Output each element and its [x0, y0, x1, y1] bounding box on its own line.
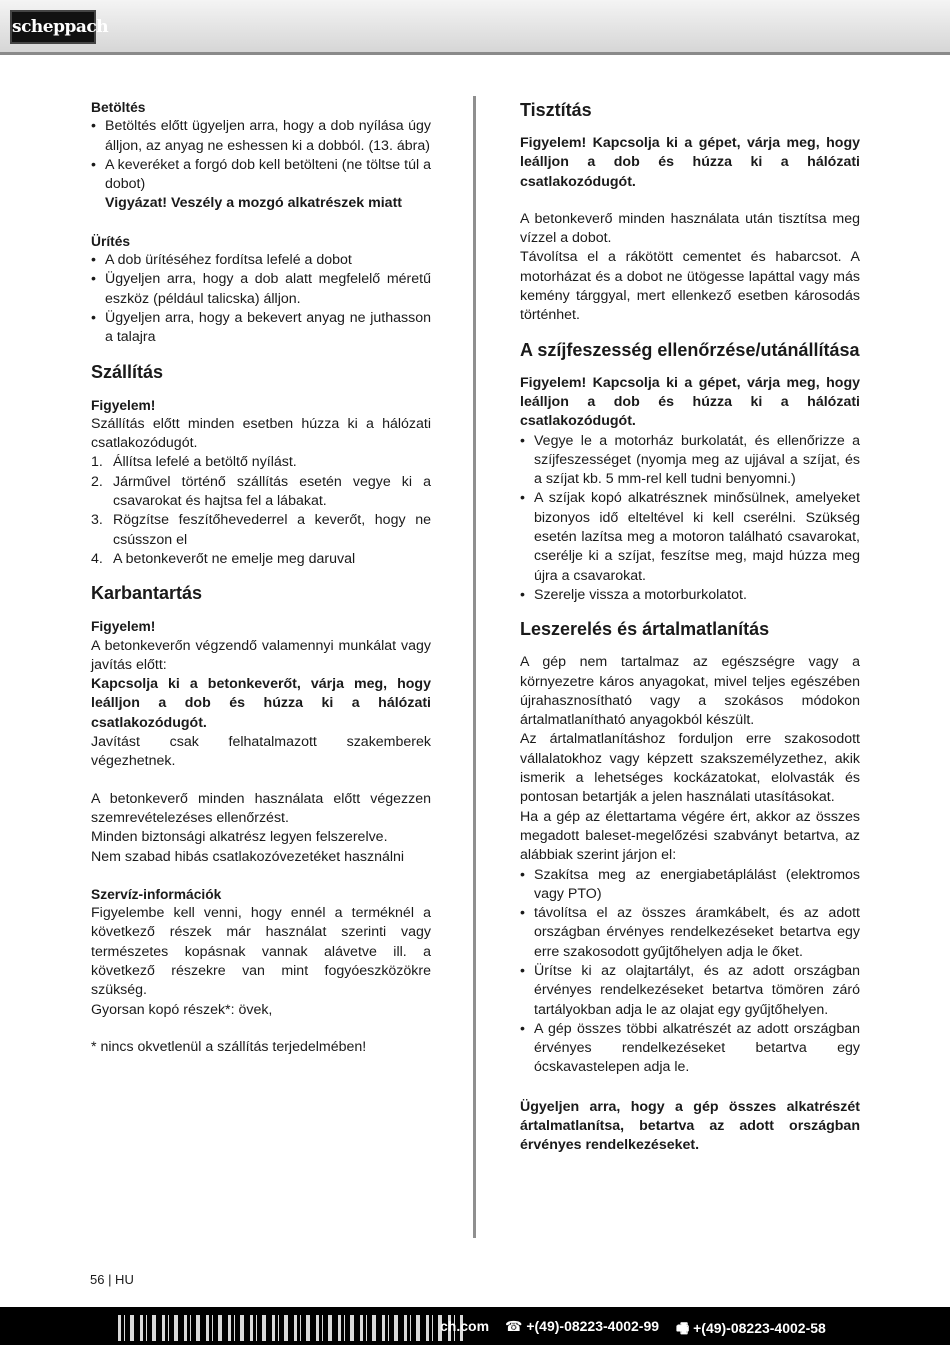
footer-website: ch.com [440, 1318, 490, 1334]
leszereles-list [520, 866, 860, 1078]
szallitas-steps [91, 453, 431, 569]
list-item: 3. Rögzítse feszítőhevederrel a keverőt, hogy ne csússzon el [91, 512, 431, 548]
betoltes-list [91, 117, 431, 194]
list-item: • Vegye le a motorház burkolatát, és ellenőrizze a szíjfeszességet (nyomja meg az ujjával a szíjat, és a szíjat kb. 5 mm-rel kell tudni benyomni.) [520, 432, 860, 490]
page-header [0, 0, 950, 55]
list-item: • Ügyeljen arra, hogy a bekevert anyag ne juthasson a talajra [91, 309, 431, 348]
karbantartas-p2: A betonkeverő minden használata előtt végezzen szemrevételezéses ellenőrzést. [91, 790, 431, 826]
list-item: • A szíjak kopó alkatrésznek minősülnek, amelyeket bizonyos idő elteltével ki kell cserélni. Szükség esetén lazítsa meg a motoron található csavarokat, cserélje ki a szíjat, feszítse meg, majd húzza meg újra a csavarokat. [520, 489, 860, 585]
footer-phone: ☎ +(49)-08223-4002-99 [505, 1318, 660, 1334]
barcode-graphic [118, 1315, 463, 1341]
urites-title: Ürítés [91, 233, 131, 249]
betoltes-title: Betöltés [91, 100, 146, 115]
leszereles-heading: Leszerelés és ártalmatlanítás [520, 619, 770, 640]
list-item: 1. Állítsa lefelé a betöltő nyílást. [91, 454, 297, 471]
szij-list [520, 432, 860, 606]
right-column [520, 98, 860, 1156]
szij-heading: A szíjfeszesség ellenőrzése/utánállítása [520, 339, 860, 360]
szerviz-parts: Gyorsan kopó részek*: övek, [91, 1001, 273, 1018]
karbantartas-repair: Javítást csak felhatalmazott szakemberek végezhetnek. [91, 734, 431, 770]
szallitas-text: Szállítás előtt minden esetben húzza ki a hálózati csatlakozódugót. [91, 415, 431, 452]
leszereles-p2: Az ártalmatlanításhoz forduljon erre szakosodott vállalatokhoz vagy képzett szakszemélyzethez, akik ismerik a lehetséges kockázatokat, elolvasták és pontosan betartják a jelen használati utasításokat. [520, 731, 860, 806]
list-item: • A gép összes többi alkatrészét az adott országban érvényes rendelkezéseket betartva egy ócskavastelepen adja le. [520, 1020, 860, 1078]
szallitas-attention: Figyelem! [91, 397, 156, 413]
list-item: • Betöltés előtt ügyeljen arra, hogy a dob nyílása úgy álljon, az anyag ne eshessen ki a dobból. (13. ábra) [91, 117, 431, 156]
scheppach-logo: scheppach [10, 10, 96, 44]
column-divider [473, 96, 476, 1238]
page-footer [0, 1307, 950, 1345]
betoltes-warning: Vigyázat! Veszély a mozgó alkatrészek miatt [105, 195, 403, 212]
karbantartas-bold: Kapcsolja ki a betonkeverőt, várja meg, hogy leálljon a dob és húzza ki a hálózati csatlakozódugót. [91, 676, 431, 731]
leszereles-p1: A gép nem tartalmaz az egészségre vagy a környezetre káros anyagokat, mivel teljes egészében újrahasznosítható vagy a szokásos módokon ártalmatlanítható anyagokból készült. [520, 654, 860, 729]
tisztitas-warning: Figyelem! Kapcsolja ki a gépet, várja meg, hogy leálljon a dob és húzza ki a hálózati csatlakozódugót. [520, 135, 860, 190]
list-item: • Ügyeljen arra, hogy a dob alatt megfelelő méretű eszköz (például talicska) álljon. [91, 270, 431, 309]
szij-warning: Figyelem! Kapcsolja ki a gépet, várja meg, hogy leálljon a dob és húzza ki a hálózati csatlakozódugót. [520, 374, 860, 430]
list-item: 2. Járművel történő szállítás esetén vegye ki a csavarokat és hajtsa fel a lábakat. [91, 473, 431, 510]
karbantartas-heading: Karbantartás [91, 583, 203, 604]
szerviz-title: Szervíz-információk [91, 886, 222, 902]
tisztitas-p1: A betonkeverő minden használata után tisztítsa meg vízzel a dobot. [520, 210, 860, 247]
list-item: • A keveréket a forgó dob kell betölteni (ne töltse túl a dobot) [91, 156, 431, 195]
leszereles-p3: Ha a gép az élettartama végére ért, akkor az összes megadott baleset-megelőzési szabványt betartva, az alábbiak szerint járjon el: [520, 808, 860, 864]
list-item: • Ürítse ki az olajtartályt, és az adott országban érvényes rendelkezéseket betartva tömören záró tartályokban adja le az olajat egy gyűjtőhelyen. [520, 962, 860, 1020]
list-item: • Szakítsa meg az energiabetáplálást (elektromos vagy PTO) [520, 866, 860, 905]
list-item: • Szerelje vissza a motorburkolatot. [520, 586, 860, 605]
leszereles-final: Ügyeljen arra, hogy a gép összes alkatrészét ártalmatlanítsa, betartva az adott országban érvényes rendelkezéseket. [520, 1098, 860, 1154]
karbantartas-p4: Nem szabad hibás csatlakozóvezetéket használni [91, 848, 405, 865]
list-item: 4. A betonkeverőt ne emelje meg daruval [91, 550, 356, 567]
urites-list [91, 251, 431, 347]
karbantartas-attention: Figyelem! [91, 619, 156, 635]
left-column [91, 98, 431, 1057]
karbantartas-intro: A betonkeverőn végzendő valamennyi munkálat vagy javítás előtt: [91, 637, 431, 673]
list-item: • A dob ürítéséhez fordítsa lefelé a dobot [91, 251, 431, 270]
tisztitas-heading: Tisztítás [520, 100, 592, 120]
list-item: • távolítsa el az összes áramkábelt, és az adott országban érvényes rendelkezéseket betartva egy erre szakosodott gyűjtőhelyen adja le őket. [520, 904, 860, 962]
szallitas-heading: Szállítás [91, 361, 164, 382]
page-number: 56 | HU [90, 1272, 134, 1287]
footnote: * nincs okvetlenül a szállítás terjedelmében! [91, 1038, 367, 1055]
szerviz-text: Figyelembe kell venni, hogy ennél a terméknél a következő részek már használat szerinti vagy természetes kopásnak vannak alávetve ill. a következő részekre van mint fogyóeszközökre szükség. [91, 905, 431, 999]
footer-fax: 🖷 +(49)-08223-4002-58 [676, 1320, 826, 1336]
karbantartas-p3: Minden biztonsági alkatrész legyen felszerelve. [91, 829, 388, 846]
tisztitas-p2: Távolítsa el a rákötött cementet és habarcsot. A motorházat és a dobot ne ütögesse lapáttal vagy más kemény tárggyal, mert ellenkező esetben károsodás történhet. [520, 249, 860, 324]
